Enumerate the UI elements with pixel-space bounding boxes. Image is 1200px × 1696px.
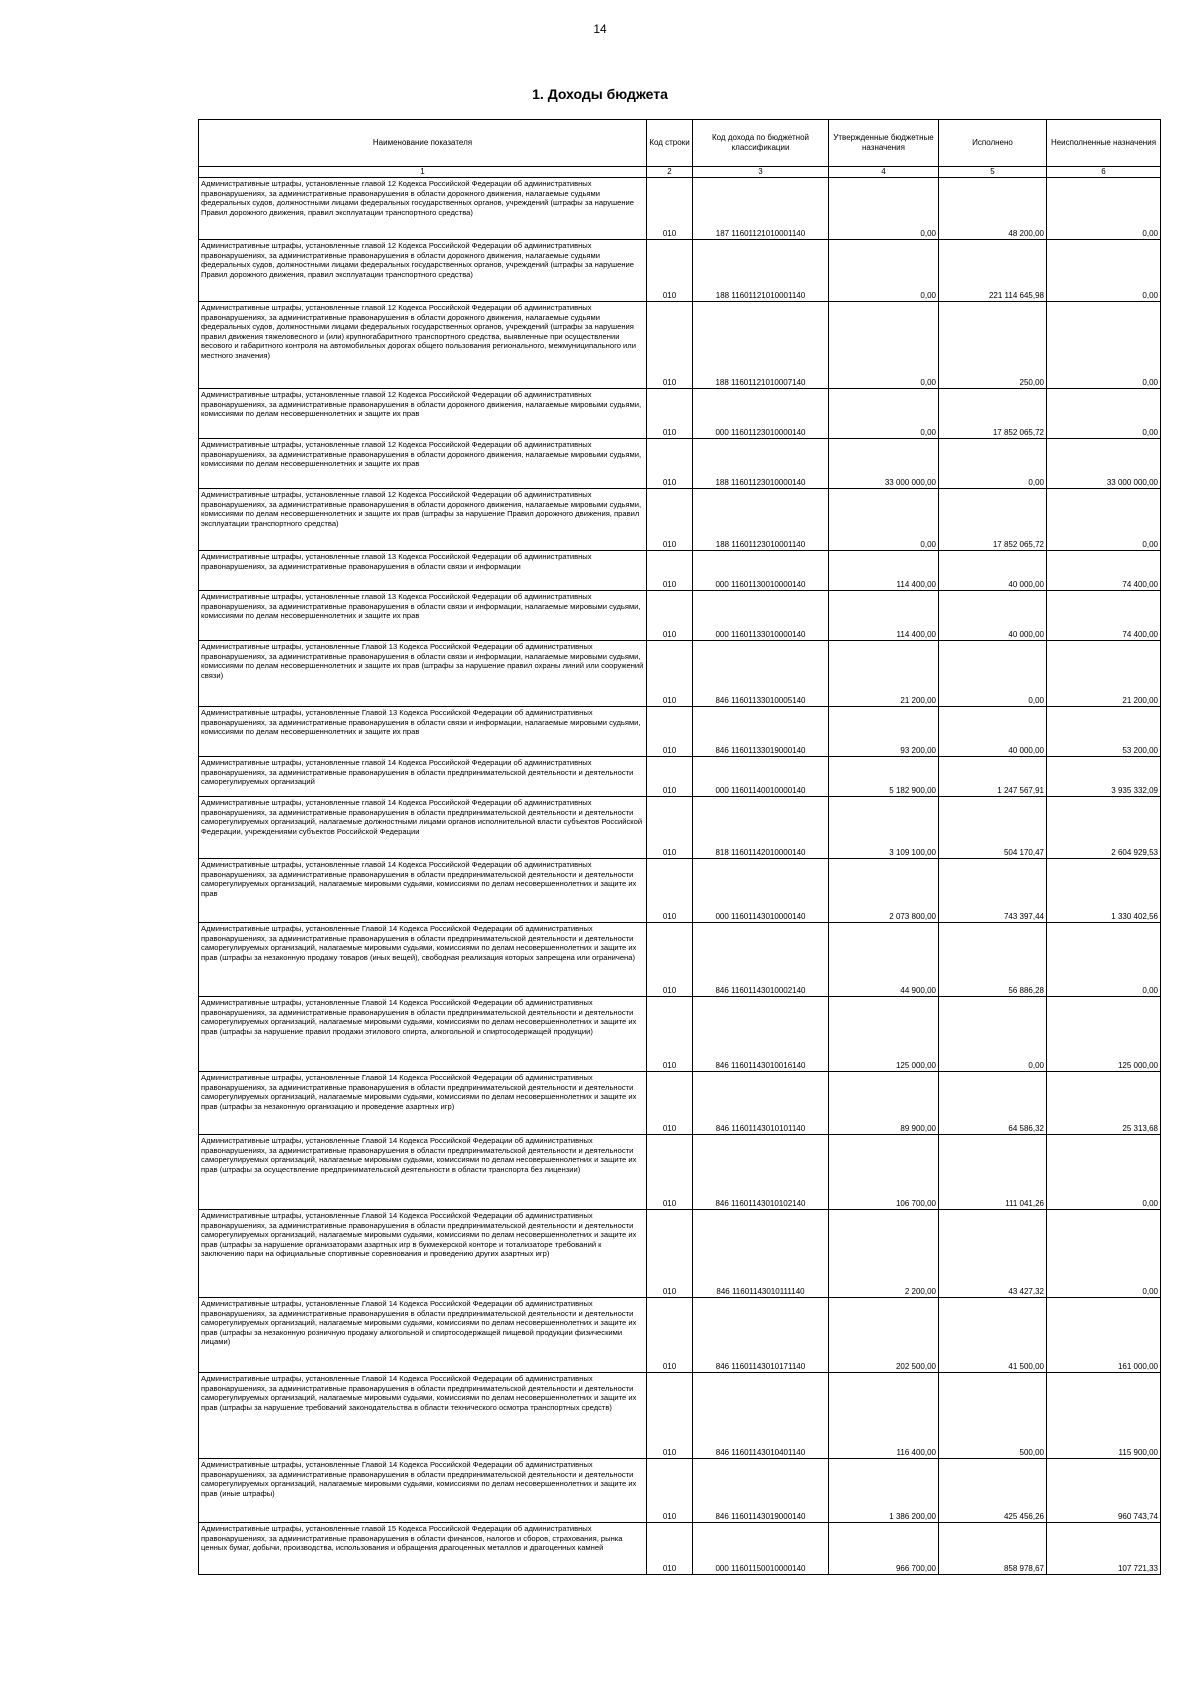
table-row [199, 997, 1161, 1072]
approved-amount: 106 700,00 [829, 1135, 939, 1210]
executed-amount: 425 456,26 [939, 1459, 1047, 1523]
table-row [199, 1072, 1161, 1135]
column-number: 6 [1047, 167, 1161, 178]
column-number: 1 [199, 167, 647, 178]
indicator-name: Административные штрафы, установленные Главой 14 Кодекса Российской Федерации об административных правонарушениях, за административные правонарушения в области предпринимательской деятельности и деятельности саморегулируемых организаций, налагаемые мировыми судьями, комиссиями по делам несовершеннолетних и защите их прав (штрафы за незаконную розничную продажу алкогольной и спиртосодержащей пищевой продукции физическими лицами) [199, 1298, 647, 1373]
row-code: 010 [647, 797, 693, 859]
approved-amount: 116 400,00 [829, 1373, 939, 1459]
indicator-name: Административные штрафы, установленные Главой 13 Кодекса Российской Федерации об административных правонарушениях, за административные правонарушения в области связи и информации, налагаемые мировыми судьями, комиссиями по делам несовершеннолетних и защите их прав (штрафы за нарушение правил охраны линий или сооружений связи) [199, 641, 647, 707]
table-row [199, 489, 1161, 551]
table-row [199, 178, 1161, 240]
table-row [199, 591, 1161, 641]
executed-amount: 41 500,00 [939, 1298, 1047, 1373]
approved-amount: 125 000,00 [829, 997, 939, 1072]
row-code: 010 [647, 302, 693, 389]
executed-amount: 17 852 065,72 [939, 489, 1047, 551]
unexecuted-amount: 74 400,00 [1047, 591, 1161, 641]
row-code: 010 [647, 707, 693, 757]
table-row [199, 707, 1161, 757]
executed-amount: 250,00 [939, 302, 1047, 389]
row-code: 010 [647, 439, 693, 489]
unexecuted-amount: 0,00 [1047, 240, 1161, 302]
approved-amount: 33 000 000,00 [829, 439, 939, 489]
row-code: 010 [647, 1459, 693, 1523]
indicator-name: Административные штрафы, установленные главой 12 Кодекса Российской Федерации об административных правонарушениях, за административные правонарушения в области дорожного движения, налагаемые судьями федеральных судов, должностными лицами федеральных государственных органов, учреждений (штрафы за нарушение Правил дорожного движения, правил эксплуатации транспортного средства) [199, 178, 647, 240]
approved-amount: 0,00 [829, 178, 939, 240]
indicator-name: Административные штрафы, установленные Главой 14 Кодекса Российской Федерации об административных правонарушениях, за административные правонарушения в области предпринимательской деятельности и деятельности саморегулируемых организаций, налагаемые мировыми судьями, комиссиями по делам несовершеннолетних и защите их прав (штрафы за незаконную продажу товаров (иных вещей), свободная реализация которых запрещена или ограничена) [199, 923, 647, 997]
approved-amount: 0,00 [829, 389, 939, 439]
unexecuted-amount: 25 313,68 [1047, 1072, 1161, 1135]
executed-amount: 221 114 645,98 [939, 240, 1047, 302]
unexecuted-amount: 3 935 332,09 [1047, 757, 1161, 797]
header-approved: Утвержденные бюджетные назначения [829, 120, 939, 167]
column-number: 2 [647, 167, 693, 178]
unexecuted-amount: 960 743,74 [1047, 1459, 1161, 1523]
executed-amount: 1 247 567,91 [939, 757, 1047, 797]
indicator-name: Административные штрафы, установленные главой 15 Кодекса Российской Федерации об административных правонарушениях, за административные правонарушения в области финансов, налогов и сборов, страхования, рынка ценных бумаг, добычи, производства, использования и обращения драгоценных металлов и драгоценных камней [199, 1523, 647, 1575]
page-number: 14 [593, 22, 607, 36]
income-code: 000 11601143010000140 [693, 859, 829, 923]
unexecuted-amount: 74 400,00 [1047, 551, 1161, 591]
approved-amount: 0,00 [829, 302, 939, 389]
row-code: 010 [647, 1298, 693, 1373]
approved-amount: 21 200,00 [829, 641, 939, 707]
unexecuted-amount: 0,00 [1047, 1210, 1161, 1298]
approved-amount: 1 386 200,00 [829, 1459, 939, 1523]
unexecuted-amount: 0,00 [1047, 389, 1161, 439]
unexecuted-amount: 107 721,33 [1047, 1523, 1161, 1575]
approved-amount: 89 900,00 [829, 1072, 939, 1135]
row-code: 010 [647, 859, 693, 923]
column-number: 4 [829, 167, 939, 178]
income-code: 188 11601121010007140 [693, 302, 829, 389]
unexecuted-amount: 0,00 [1047, 923, 1161, 997]
table-row [199, 240, 1161, 302]
income-code: 846 11601143019000140 [693, 1459, 829, 1523]
executed-amount: 17 852 065,72 [939, 389, 1047, 439]
indicator-name: Административные штрафы, установленные Главой 14 Кодекса Российской Федерации об административных правонарушениях, за административные правонарушения в области предпринимательской деятельности и деятельности саморегулируемых организаций, налагаемые мировыми судьями, комиссиями по делам несовершеннолетних и защите их прав (штрафы за нарушение требований законодательства в области технического осмотра транспортных средств) [199, 1373, 647, 1459]
row-code: 010 [647, 551, 693, 591]
indicator-name: Административные штрафы, установленные главой 12 Кодекса Российской Федерации об административных правонарушениях, за административные правонарушения в области дорожного движения, налагаемые мировыми судьями, комиссиями по делам несовершеннолетних и защите их прав [199, 389, 647, 439]
row-code: 010 [647, 178, 693, 240]
row-code: 010 [647, 1523, 693, 1575]
unexecuted-amount: 1 330 402,56 [1047, 859, 1161, 923]
income-code: 846 11601143010101140 [693, 1072, 829, 1135]
income-code: 188 11601123010000140 [693, 439, 829, 489]
executed-amount: 56 886,28 [939, 923, 1047, 997]
income-code: 846 11601143010102140 [693, 1135, 829, 1210]
table-row [199, 439, 1161, 489]
unexecuted-amount: 161 000,00 [1047, 1298, 1161, 1373]
unexecuted-amount: 125 000,00 [1047, 997, 1161, 1072]
executed-amount: 64 586,32 [939, 1072, 1047, 1135]
approved-amount: 2 073 800,00 [829, 859, 939, 923]
executed-amount: 504 170,47 [939, 797, 1047, 859]
table-row [199, 551, 1161, 591]
indicator-name: Административные штрафы, установленные Главой 14 Кодекса Российской Федерации об административных правонарушениях, за административные правонарушения в области предпринимательской деятельности и деятельности саморегулируемых организаций, налагаемые мировыми судьями, комиссиями по делам несовершеннолетних и защите их прав (иные штрафы) [199, 1459, 647, 1523]
executed-amount: 0,00 [939, 439, 1047, 489]
approved-amount: 0,00 [829, 489, 939, 551]
unexecuted-amount: 0,00 [1047, 302, 1161, 389]
income-code: 000 11601123010000140 [693, 389, 829, 439]
executed-amount: 500,00 [939, 1373, 1047, 1459]
header-indicator-name: Наименование показателя [199, 120, 647, 167]
executed-amount: 743 397,44 [939, 859, 1047, 923]
row-code: 010 [647, 1072, 693, 1135]
table-row [199, 1210, 1161, 1298]
row-code: 010 [647, 1373, 693, 1459]
column-number: 5 [939, 167, 1047, 178]
unexecuted-amount: 33 000 000,00 [1047, 439, 1161, 489]
row-code: 010 [647, 591, 693, 641]
executed-amount: 0,00 [939, 997, 1047, 1072]
income-code: 846 11601143010016140 [693, 997, 829, 1072]
indicator-name: Административные штрафы, установленные Главой 14 Кодекса Российской Федерации об административных правонарушениях, за административные правонарушения в области предпринимательской деятельности и деятельности саморегулируемых организаций, налагаемые мировыми судьями, комиссиями по делам несовершеннолетних и защите их прав (штрафы за нарушение правил продажи этилового спирта, алкогольной и спиртосодержащей продукции) [199, 997, 647, 1072]
indicator-name: Административные штрафы, установленные главой 14 Кодекса Российской Федерации об административных правонарушениях, за административные правонарушения в области предпринимательской деятельности и деятельности саморегулируемых организаций, налагаемые должностными лицами органов исполнительной власти субъектов Российской Федерации, учреждениями субъектов Российской Федерации [199, 797, 647, 859]
approved-amount: 93 200,00 [829, 707, 939, 757]
approved-amount: 114 400,00 [829, 591, 939, 641]
income-code: 846 11601143010002140 [693, 923, 829, 997]
row-code: 010 [647, 923, 693, 997]
budget-revenue-table [198, 119, 1161, 1575]
approved-amount: 2 200,00 [829, 1210, 939, 1298]
report-title: 1. Доходы бюджета [532, 86, 668, 102]
table-row [199, 302, 1161, 389]
table-header-row [199, 120, 1161, 167]
indicator-name: Административные штрафы, установленные главой 12 Кодекса Российской Федерации об административных правонарушениях, за административные правонарушения в области дорожного движения, налагаемые мировыми судьями, комиссиями по делам несовершеннолетних и защите их прав [199, 439, 647, 489]
indicator-name: Административные штрафы, установленные Главой 14 Кодекса Российской Федерации об административных правонарушениях, за административные правонарушения в области предпринимательской деятельности и деятельности саморегулируемых организаций, налагаемые мировыми судьями, комиссиями по делам несовершеннолетних и защите их прав (штрафы за нарушение организаторами азартных игр в букмекерской конторе и тотализаторе требований к заключению пари на официальные спортивные соревнования и проведению других азартных игр) [199, 1210, 647, 1298]
unexecuted-amount: 115 900,00 [1047, 1373, 1161, 1459]
approved-amount: 966 700,00 [829, 1523, 939, 1575]
approved-amount: 3 109 100,00 [829, 797, 939, 859]
unexecuted-amount: 53 200,00 [1047, 707, 1161, 757]
row-code: 010 [647, 1210, 693, 1298]
executed-amount: 40 000,00 [939, 551, 1047, 591]
income-code: 846 11601133010005140 [693, 641, 829, 707]
approved-amount: 0,00 [829, 240, 939, 302]
row-code: 010 [647, 489, 693, 551]
indicator-name: Административные штрафы, установленные главой 12 Кодекса Российской Федерации об административных правонарушениях, за административные правонарушения в области дорожного движения, налагаемые судьями федеральных судов, должностными лицами федеральных государственных органов, учреждений (штрафы за нарушение Правил дорожного движения, правил эксплуатации транспортного средства) [199, 240, 647, 302]
unexecuted-amount: 21 200,00 [1047, 641, 1161, 707]
executed-amount: 111 041,26 [939, 1135, 1047, 1210]
indicator-name: Административные штрафы, установленные главой 13 Кодекса Российской Федерации об административных правонарушениях, за административные правонарушения в области связи и информации [199, 551, 647, 591]
income-code: 187 11601121010001140 [693, 178, 829, 240]
column-number: 3 [693, 167, 829, 178]
indicator-name: Административные штрафы, установленные Главой 14 Кодекса Российской Федерации об административных правонарушениях, за административные правонарушения в области предпринимательской деятельности и деятельности саморегулируемых организаций, налагаемые мировыми судьями, комиссиями по делам несовершеннолетних и защите их прав (штрафы за осуществление предпринимательской деятельности в области транспорта без лицензии) [199, 1135, 647, 1210]
income-code: 188 11601123010001140 [693, 489, 829, 551]
table-row [199, 797, 1161, 859]
indicator-name: Административные штрафы, установленные Главой 14 Кодекса Российской Федерации об административных правонарушениях, за административные правонарушения в области предпринимательской деятельности и деятельности саморегулируемых организаций, налагаемые мировыми судьями, комиссиями по делам несовершеннолетних и защите их прав (штрафы за незаконную организацию и проведение азартных игр) [199, 1072, 647, 1135]
table-row [199, 923, 1161, 997]
row-code: 010 [647, 641, 693, 707]
row-code: 010 [647, 1135, 693, 1210]
header-unexecuted: Неисполненные назначения [1047, 120, 1161, 167]
executed-amount: 858 978,67 [939, 1523, 1047, 1575]
executed-amount: 43 427,32 [939, 1210, 1047, 1298]
income-code: 000 11601150010000140 [693, 1523, 829, 1575]
income-code: 846 11601143010401140 [693, 1373, 829, 1459]
header-executed: Исполнено [939, 120, 1047, 167]
table-row [199, 389, 1161, 439]
indicator-name: Административные штрафы, установленные главой 14 Кодекса Российской Федерации об административных правонарушениях, за административные правонарушения в области предпринимательской деятельности и деятельности саморегулируемых организаций, налагаемые мировыми судьями, комиссиями по делам несовершеннолетних и защите их прав [199, 859, 647, 923]
row-code: 010 [647, 757, 693, 797]
header-income-code: Код дохода по бюджетной классификации [693, 120, 829, 167]
approved-amount: 44 900,00 [829, 923, 939, 997]
column-numbers-row [199, 167, 1161, 178]
table-row [199, 641, 1161, 707]
executed-amount: 40 000,00 [939, 591, 1047, 641]
table-row [199, 1135, 1161, 1210]
table-row [199, 757, 1161, 797]
unexecuted-amount: 0,00 [1047, 1135, 1161, 1210]
approved-amount: 202 500,00 [829, 1298, 939, 1373]
income-code: 000 11601133010000140 [693, 591, 829, 641]
income-code: 818 11601142010000140 [693, 797, 829, 859]
income-code: 846 11601143010171140 [693, 1298, 829, 1373]
income-code: 846 11601133019000140 [693, 707, 829, 757]
table-row [199, 859, 1161, 923]
row-code: 010 [647, 389, 693, 439]
indicator-name: Административные штрафы, установленные Главой 13 Кодекса Российской Федерации об административных правонарушениях, за административные правонарушения в области связи и информации, налагаемые мировыми судьями, комиссиями по делам несовершеннолетних и защите их прав [199, 707, 647, 757]
income-code: 000 11601130010000140 [693, 551, 829, 591]
executed-amount: 0,00 [939, 641, 1047, 707]
table-row [199, 1523, 1161, 1575]
table-row [199, 1373, 1161, 1459]
executed-amount: 48 200,00 [939, 178, 1047, 240]
executed-amount: 40 000,00 [939, 707, 1047, 757]
income-code: 188 11601121010001140 [693, 240, 829, 302]
table-row [199, 1459, 1161, 1523]
unexecuted-amount: 2 604 929,53 [1047, 797, 1161, 859]
income-code: 000 11601140010000140 [693, 757, 829, 797]
approved-amount: 5 182 900,00 [829, 757, 939, 797]
indicator-name: Административные штрафы, установленные главой 14 Кодекса Российской Федерации об административных правонарушениях, за административные правонарушения в области предпринимательской деятельности и деятельности саморегулируемых организаций [199, 757, 647, 797]
approved-amount: 114 400,00 [829, 551, 939, 591]
table-body [199, 178, 1161, 1575]
row-code: 010 [647, 240, 693, 302]
row-code: 010 [647, 997, 693, 1072]
income-code: 846 11601143010111140 [693, 1210, 829, 1298]
table-row [199, 1298, 1161, 1373]
unexecuted-amount: 0,00 [1047, 489, 1161, 551]
indicator-name: Административные штрафы, установленные главой 12 Кодекса Российской Федерации об административных правонарушениях, за административные правонарушения в области дорожного движения, налагаемые мировыми судьями, комиссиями по делам несовершеннолетних и защите их прав (штрафы за нарушение Правил дорожного движения, правил эксплуатации транспортного средства) [199, 489, 647, 551]
indicator-name: Административные штрафы, установленные главой 12 Кодекса Российской Федерации об административных правонарушениях, за административные правонарушения в области дорожного движения, налагаемые судьями федеральных судов, должностными лицами федеральных государственных органов, учреждений (штрафы за нарушения правил движения тяжеловесного и (или) крупногабаритного транспортного средства, выявленные при осуществлении весового и габаритного контроля на автомобильных дорогах общего пользования регионального, межмуниципального или местного значения) [199, 302, 647, 389]
indicator-name: Административные штрафы, установленные главой 13 Кодекса Российской Федерации об административных правонарушениях, за административные правонарушения в области связи и информации, налагаемые мировыми судьями, комиссиями по делам несовершеннолетних и защите их прав [199, 591, 647, 641]
header-row-code: Код строки [647, 120, 693, 167]
unexecuted-amount: 0,00 [1047, 178, 1161, 240]
